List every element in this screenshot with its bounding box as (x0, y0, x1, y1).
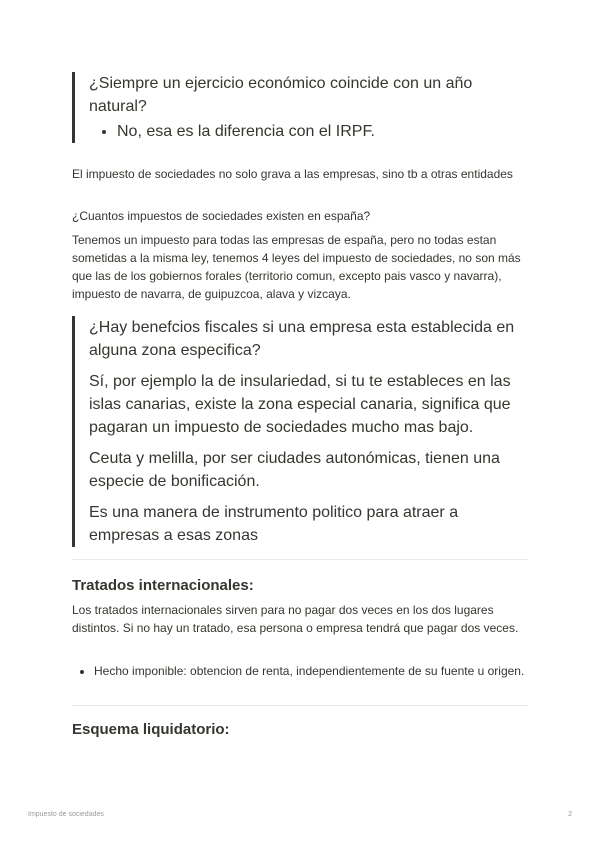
divider (72, 705, 528, 706)
quote-beneficios-ceuta: Ceuta y melilla, por ser ciudades autonómicas, tienen una especie de bonificación. (89, 450, 500, 490)
footer-title: Impuesto de sociedades (28, 811, 104, 818)
divider (72, 559, 528, 560)
blockquote-beneficios (72, 316, 528, 547)
list-item: • Hecho imponible: obtencion de renta, independientemente de su fuente u origen. (94, 662, 550, 680)
quote-beneficios-canarias: Sí, por ejemplo la de insulariedad, si tu te estableces en las islas canarias, existe la zona especial canaria, significa que pagaran un impuesto de sociedades mucho mas bajo. (89, 373, 511, 436)
blockquote-ejercicio (72, 72, 528, 143)
paragraph-cuantos: ¿Cuantos impuestos de sociedades existen en españa? (72, 209, 371, 223)
quote-question: ¿Siempre un ejercicio económico coincide con un año natural? (89, 75, 473, 115)
heading-tratados: Tratados internacionales: (72, 577, 254, 594)
quote-answer: • No, esa es la diferencia con el IRPF. (117, 120, 528, 143)
page-number: 2 (568, 811, 572, 818)
quote-beneficios-politico: Es una manera de instrumento politico para atraer a empresas a esas zonas (89, 504, 459, 544)
tratados-bullet-list (72, 662, 550, 680)
paragraph-leyes: Tenemos un impuesto para todas las empresas de españa, pero no todas estan sometidas a la misma ley, tenemos 4 leyes del impuesto de sociedades, no son más que las de los gobiernos forales (territorio comun, excepto pais vasco y navarra), impuesto de navarra, de guipuzcoa, alava y vizcaya. (72, 233, 521, 301)
paragraph-tratados: Los tratados internacionales sirven para no pagar dos veces en los dos lugares distintos. Si no hay un tratado, esa persona o empresa tendrá que pagar dos veces. (72, 603, 519, 635)
heading-esquema: Esquema liquidatorio: (72, 721, 230, 738)
paragraph-entidades: El impuesto de sociedades no solo grava a las empresas, sino tb a otras entidades (72, 167, 513, 181)
quote-beneficios-question: ¿Hay benefcios fiscales si una empresa esta establecida en alguna zona especifica? (89, 319, 515, 359)
quote-answer-list (89, 120, 528, 143)
